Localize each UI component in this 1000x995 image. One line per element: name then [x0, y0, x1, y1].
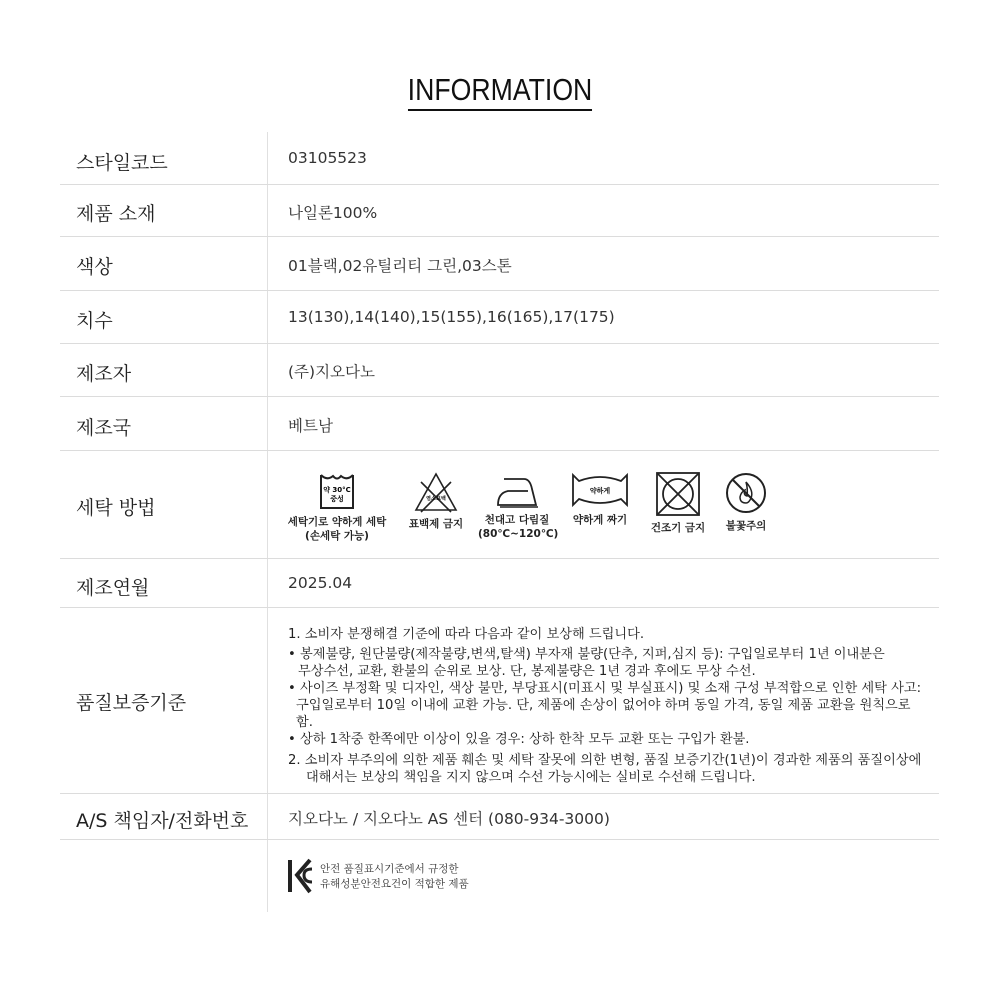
value-as: 지오다노 / 지오다노 AS 센터 (080-934-3000): [288, 810, 610, 828]
row-as: [60, 794, 939, 840]
quality-item-2b: 대해서는 보상의 책임을 지지 않으며 수선 가능시에는 실비로 수선해 드립니다.: [306, 770, 756, 785]
caption-wring: 약하게 짜기: [572, 514, 628, 526]
no-flame-icon: [724, 471, 768, 515]
row-kc: [60, 840, 939, 912]
label-material: 제품 소재: [76, 203, 156, 225]
caption-iron-2: (80℃~120℃): [478, 528, 559, 540]
care-wash: [285, 471, 389, 543]
caption-bleach: 표백제 금지: [408, 518, 464, 530]
value-maker: (주)지오다노: [288, 363, 375, 381]
value-date: 2025.04: [288, 574, 353, 592]
quality-bullet-3: • 상하 1착중 한쪽에만 이상이 있을 경우: 상하 한착 모두 교환 또는 구입가 환불.: [288, 732, 750, 747]
row-quality: [60, 608, 939, 794]
row-date: [60, 559, 939, 608]
care-iron: [478, 471, 559, 541]
caption-wash-1: 세탁기로 약하게 세탁: [287, 516, 387, 528]
kc-text: [320, 862, 469, 892]
care-dryer: [641, 471, 715, 535]
label-as: A/S 책임자/전화번호: [76, 810, 249, 832]
row-style-code: [60, 132, 939, 185]
care-bleach: [400, 471, 472, 531]
no-tumble-dry-icon: [655, 471, 701, 517]
caption-iron-1: 천대고 다림질: [484, 514, 550, 526]
quality-bullet-1: • 봉제불량, 원단불량(제작불량,변색,탈색) 부자재 불량(단추, 지퍼,심지 등): 구입일로부터 1년 이내분은: [288, 647, 885, 662]
wash-temp-text: 약 30°C: [323, 486, 351, 494]
wash-neutral-text: 중성: [330, 495, 344, 503]
label-country: 제조국: [76, 417, 132, 439]
caption-flame: 불꽃주의: [725, 520, 767, 532]
quality-bullet-2b: 구입일로부터 10일 이내에 교환 가능. 단, 제품에 손상이 없어야 하며 동일 가격, 동일 제품 교환을 원칙으로 함.: [296, 698, 911, 730]
row-maker: [60, 344, 939, 397]
quality-bullet-3a: 상하 1착중 한쪽에만 이상이 있을 경우: 상하 한착 모두 교환 또는 구입가 환불.: [299, 732, 750, 747]
quality-bullet-2: • 사이즈 부정확 및 디자인, 색상 불만, 부당표시(미표시 및 부실표시) 및 소재 구성 부적합으로 인한 세탁 사고:: [288, 681, 922, 696]
bleach-text-2: 표백: [436, 496, 446, 502]
row-washing: [60, 451, 939, 559]
care-wring: [565, 471, 635, 527]
wash-30-icon: [318, 471, 356, 511]
label-maker: 제조자: [76, 363, 132, 385]
quality-item-2a: 2. 소비자 부주의에 의한 제품 훼손 및 세탁 잘못에 의한 변형, 품질 보증기간(1년)이 경과한 제품의 품질이상에: [288, 753, 922, 768]
kc-line-1: 안전 품질표시기준에서 규정한: [320, 863, 459, 875]
wring-gently-icon: [569, 471, 631, 509]
caption-wash-2: (손세탁 가능): [305, 530, 369, 542]
page-title: INFORMATION: [70, 72, 930, 108]
value-color: 01블랙,02유틸리티 그린,03스톤: [288, 257, 512, 275]
row-country: [60, 397, 939, 451]
kc-mark-icon: [288, 858, 314, 894]
no-bleach-icon: [413, 471, 459, 513]
care-flame: [716, 471, 776, 533]
kc-line-2: 유해성분안전요건이 적합한 제품: [320, 878, 469, 890]
caption-dryer: 건조기 금지: [650, 522, 706, 534]
label-quality: 품질보증기준: [76, 692, 187, 714]
value-material: 나일론100%: [288, 204, 378, 222]
quality-text: [288, 626, 928, 786]
label-color: 색상: [76, 256, 113, 278]
value-country: 베트남: [288, 417, 333, 435]
wring-text: 약하게: [589, 487, 611, 495]
label-style-code: 스타일코드: [76, 152, 168, 174]
label-date: 제조연월: [76, 577, 150, 599]
value-size: 13(130),14(140),15(155),16(165),17(175): [288, 308, 615, 326]
row-size: [60, 291, 939, 344]
quality-bullet-2a: 사이즈 부정확 및 디자인, 색상 불만, 부당표시(미표시 및 부실표시) 및 소재 구성 부적합으로 인한 세탁 사고:: [299, 681, 922, 696]
quality-item-1: 1. 소비자 분쟁해결 기준에 따라 다음과 같이 보상해 드립니다.: [288, 627, 645, 642]
value-style-code: 03105523: [288, 149, 367, 167]
quality-bullet-1b: 무상수선, 교환, 환불의 순위로 보상. 단, 봉제불량은 1년 경과 후에도 무상 수선.: [298, 664, 756, 679]
label-size: 치수: [76, 310, 113, 332]
label-washing: 세탁 방법: [76, 497, 156, 519]
iron-icon: [494, 471, 540, 509]
quality-bullet-1a: 봉제불량, 원단불량(제작불량,변색,탈색) 부자재 불량(단추, 지퍼,심지 등): 구입일로부터 1년 이내분은: [299, 647, 885, 662]
bleach-text-1: 염소: [426, 496, 436, 502]
row-color: [60, 237, 939, 291]
row-material: [60, 185, 939, 237]
